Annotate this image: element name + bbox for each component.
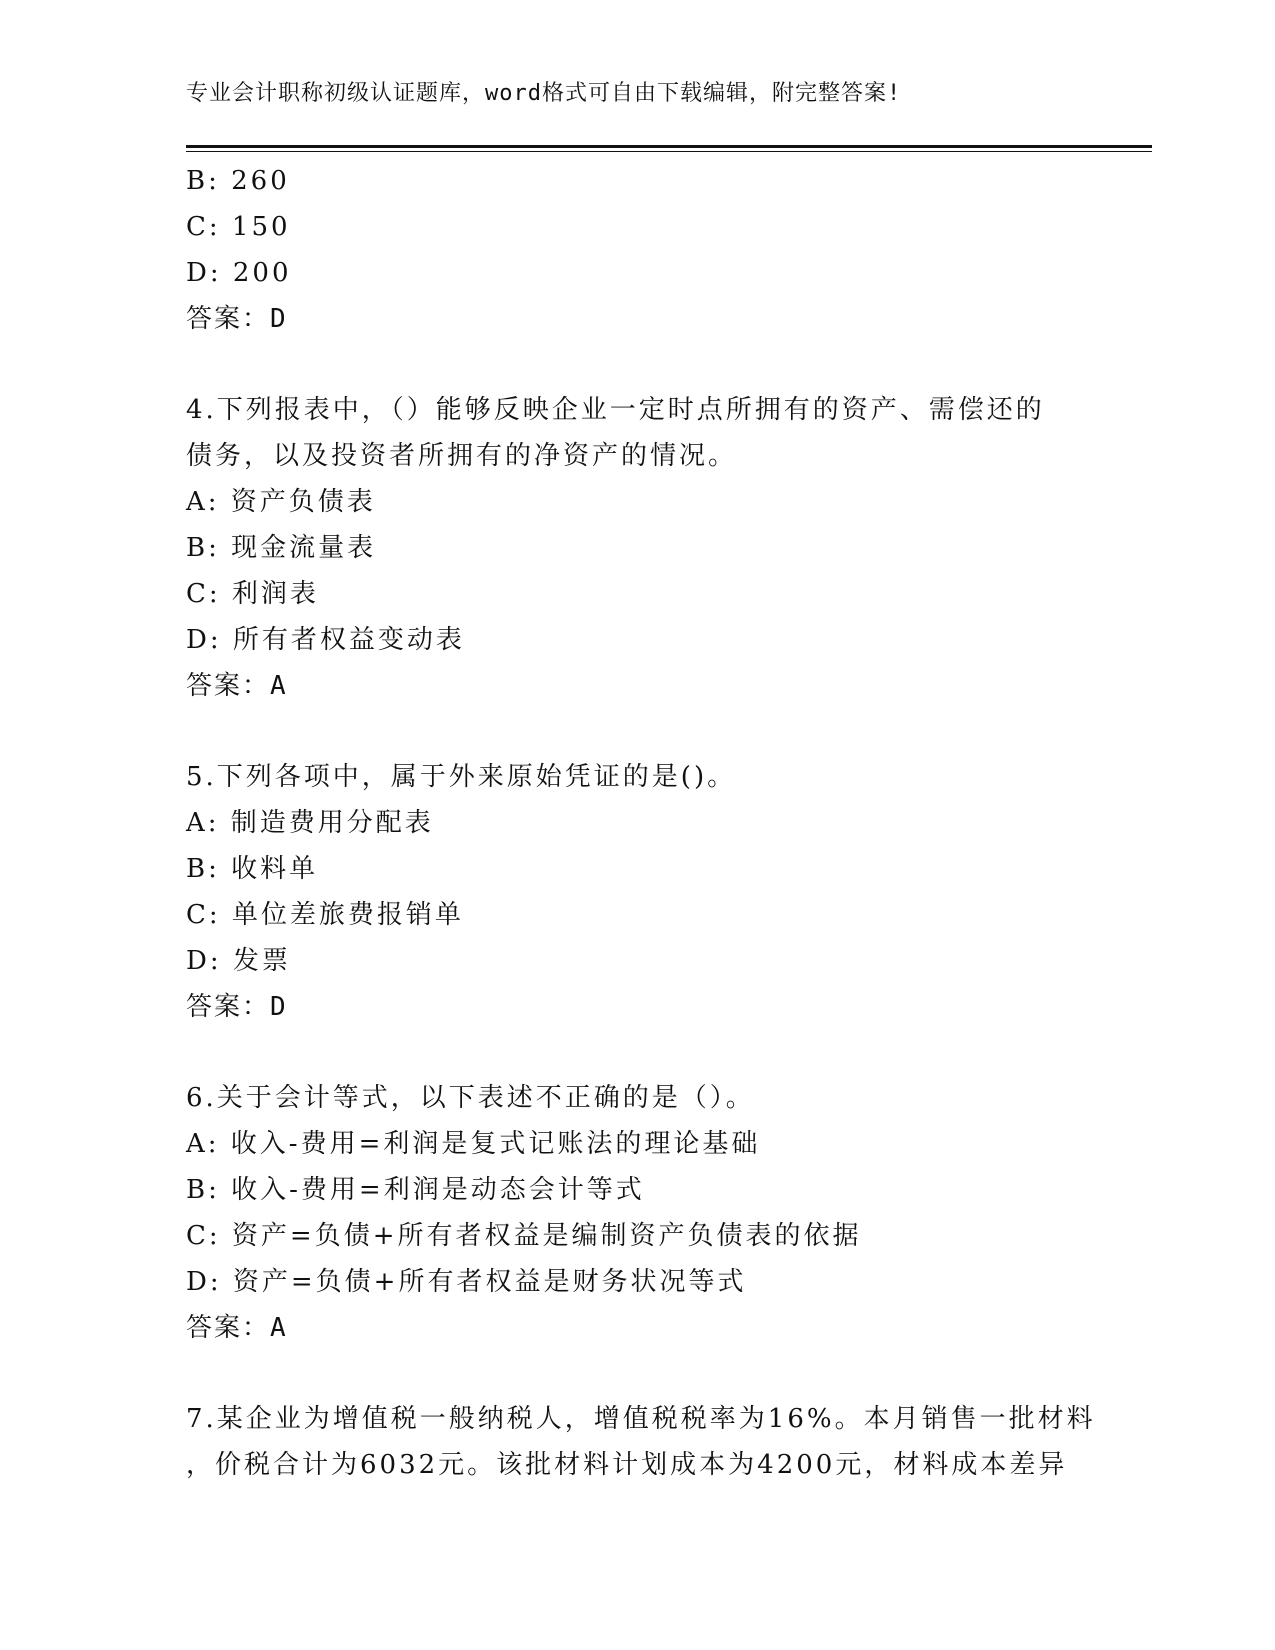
page-header: 专业会计职称初级认证题库，word格式可自由下载编辑，附完整答案!	[186, 81, 902, 106]
answer-line: 答案：D	[186, 992, 288, 1022]
answer-line: 答案：A	[186, 1313, 288, 1343]
option-b: B: 现金流量表	[186, 533, 377, 563]
header-rule-thin	[186, 151, 1152, 152]
question-stem-continued: ，价税合计为6032元。该批材料计划成本为4200元，材料成本差异	[186, 1450, 1068, 1480]
option-d: D: 资产=负债+所有者权益是财务状况等式	[186, 1267, 747, 1297]
question-7	[186, 1396, 1146, 1488]
option-c: C: 单位差旅费报销单	[186, 900, 464, 930]
option-c: C: 150	[186, 212, 291, 242]
document-body	[186, 158, 1146, 1488]
option-d: D: 200	[186, 258, 292, 288]
option-b: B: 收料单	[186, 854, 319, 884]
question-stem-continued: 债务，以及投资者所拥有的净资产的情况。	[186, 441, 738, 471]
option-d: D: 所有者权益变动表	[186, 625, 465, 655]
question-3-tail	[186, 158, 1146, 342]
option-d: D: 发票	[186, 946, 291, 976]
question-4	[186, 387, 1146, 709]
question-stem: 7.某企业为增值税一般纳税人，增值税税率为16%。本月销售一批材料	[186, 1404, 1096, 1434]
question-6	[186, 1075, 1146, 1351]
question-stem: 6.关于会计等式，以下表述不正确的是（）。	[186, 1083, 755, 1113]
answer-line: 答案：D	[186, 304, 288, 334]
option-a: A: 制造费用分配表	[186, 808, 434, 838]
option-a: A: 收入-费用=利润是复式记账法的理论基础	[186, 1129, 761, 1159]
answer-line: 答案：A	[186, 671, 288, 701]
option-c: C: 利润表	[186, 579, 319, 609]
option-a: A: 资产负债表	[186, 487, 376, 517]
option-b: B: 收入-费用=利润是动态会计等式	[186, 1175, 645, 1205]
header-rule-thick	[186, 145, 1152, 148]
question-5	[186, 754, 1146, 1030]
question-stem: 5.下列各项中，属于外来原始凭证的是()。	[186, 762, 737, 792]
option-b: B: 260	[186, 166, 290, 196]
question-stem: 4.下列报表中，（）能够反映企业一定时点所拥有的资产、需偿还的	[186, 395, 1045, 425]
option-c: C: 资产=负债+所有者权益是编制资产负债表的依据	[186, 1221, 862, 1251]
